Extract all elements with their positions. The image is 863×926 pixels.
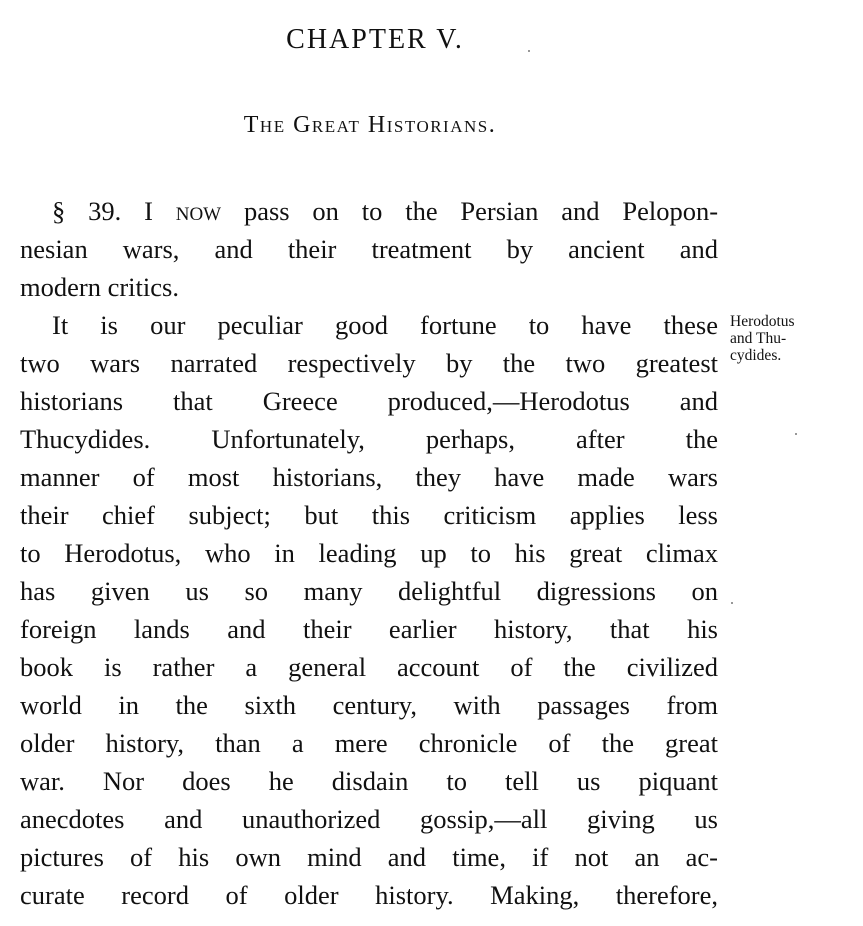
paragraph-1-line-3: modern critics.: [20, 272, 179, 302]
paragraph-2-line: their chief subject; but this criticism applies less: [20, 500, 718, 530]
paragraph-2-line: older history, than a mere chronicle of the great: [20, 728, 718, 758]
paragraph-2-line: to Herodotus, who in leading up to his great climax: [20, 538, 718, 568]
paragraph-2-line: curate record of older history. Making, therefore,: [20, 880, 718, 910]
margin-note: [730, 313, 858, 364]
body-text: [20, 192, 718, 914]
scan-speck: [795, 433, 797, 435]
paragraph-lead: I now: [144, 196, 222, 226]
paragraph-2-line: has given us so many delightful digressions on: [20, 576, 718, 606]
scan-speck: [731, 602, 733, 604]
paragraph-2-line: anecdotes and unauthorized gossip,—all giving us: [20, 804, 718, 834]
chapter-heading: CHAPTER V.: [286, 24, 464, 55]
paragraph-2-line: manner of most historians, they have made wars: [20, 462, 718, 492]
paragraph-1-line-1: [20, 192, 718, 230]
paragraph-2-line: Thucydides. Unfortunately, perhaps, after the: [20, 424, 718, 454]
paragraph-2-line: historians that Greece produced,—Herodotus and: [20, 386, 718, 416]
paragraph-1-line-1-text: pass on to the Persian and Pelopon-: [243, 196, 719, 226]
paragraph-1-line-2: nesian wars, and their treatment by ancient and: [20, 234, 718, 264]
paragraph-2-line: world in the sixth century, with passages from: [20, 690, 718, 720]
paragraph-2-line: war. Nor does he disdain to tell us piquant: [20, 766, 718, 796]
margin-note-line: Herodotus: [730, 313, 795, 330]
paragraph-2-line: pictures of his own mind and time, if not an ac-: [20, 842, 718, 872]
section-title: The Great Historians.: [243, 112, 497, 138]
margin-note-line: cydides.: [730, 347, 782, 364]
scan-speck: [528, 50, 530, 52]
section-marker: § 39.: [52, 196, 122, 226]
paragraph-2-line: two wars narrated respectively by the two greatest: [20, 348, 718, 378]
margin-note-line: and Thu-: [730, 330, 787, 347]
paragraph-2-line: It is our peculiar good fortune to have these: [52, 310, 718, 340]
paragraph-2-line: foreign lands and their earlier history, that his: [20, 614, 718, 644]
paragraph-2-line: book is rather a general account of the civilized: [20, 652, 718, 682]
